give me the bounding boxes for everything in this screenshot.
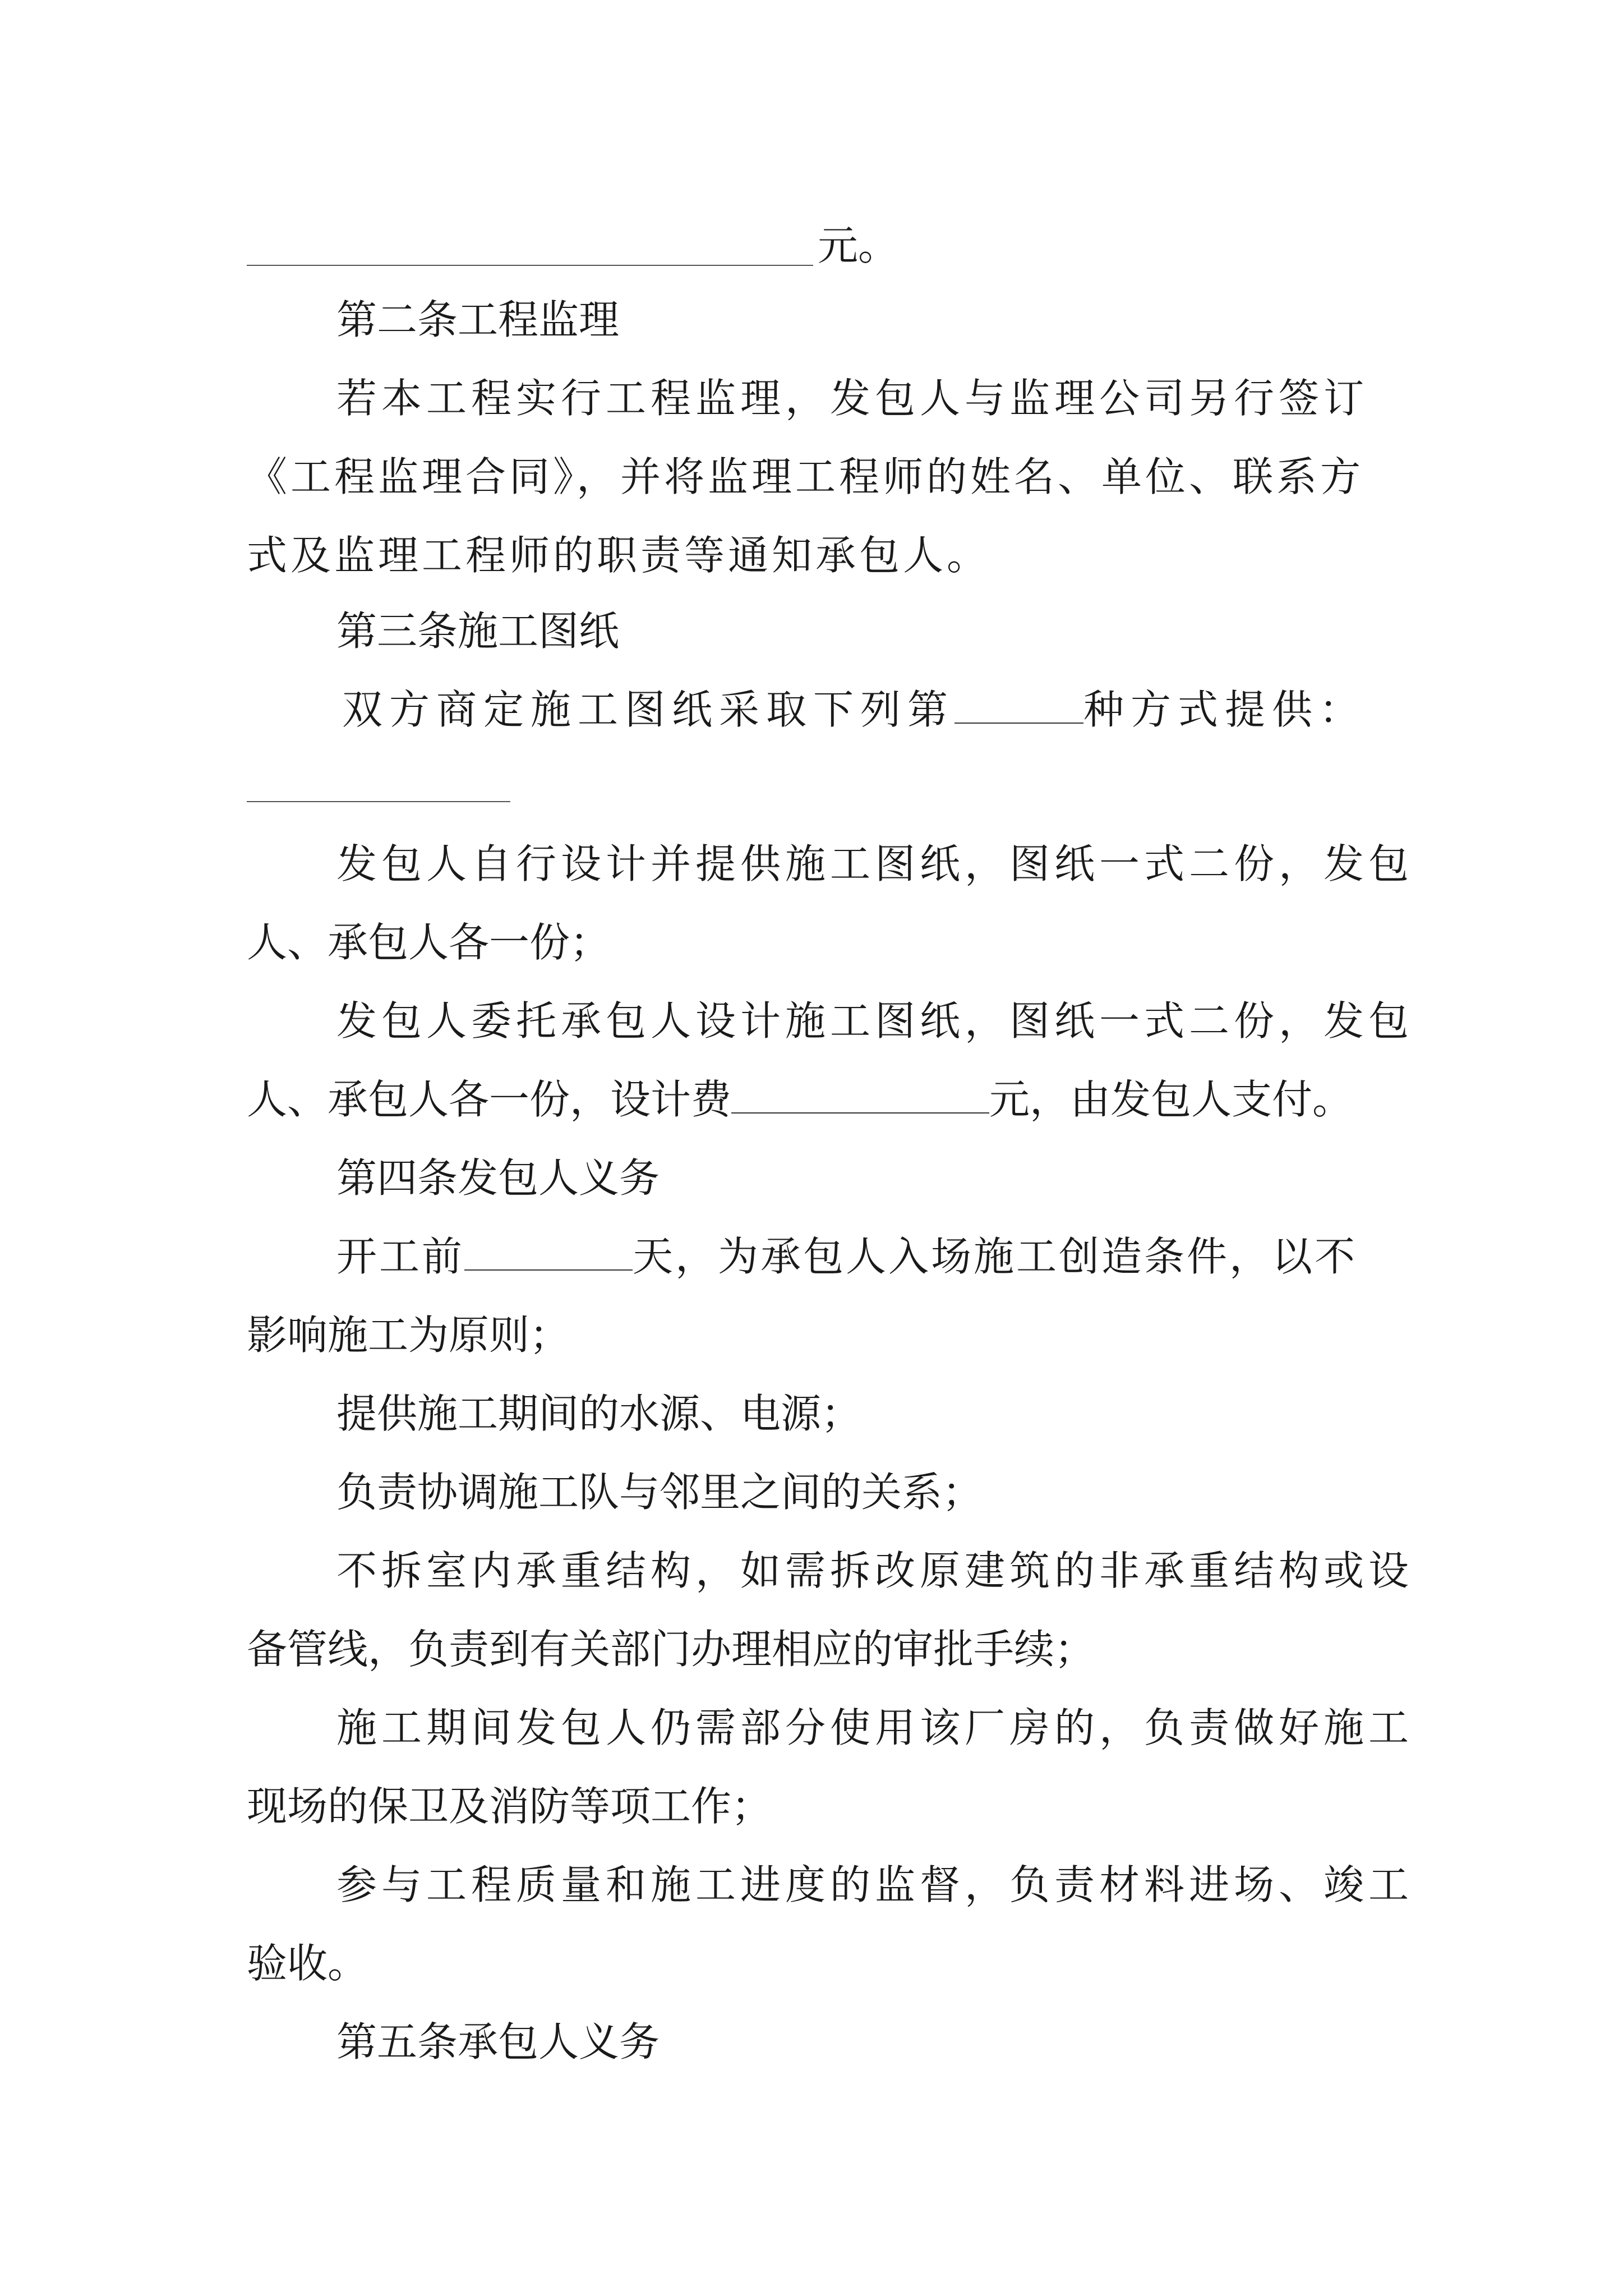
text-line: 若本工程实行工程监理，发包人与监理公司另行签订 [336, 375, 1369, 422]
text-fragment: 开工前 [336, 1233, 465, 1280]
text-fragment: 天，为承包人入场施工创造条件，以不 [633, 1233, 1358, 1280]
text-line: 发包人自行设计并提供施工图纸，图纸一式二份，发包 [336, 840, 1414, 887]
text-line: 式及监理工程师的职责等通知承包人。 [247, 532, 991, 579]
text-line: 提供施工期间的水源、电源； [336, 1390, 862, 1437]
text-line: 发包人委托承包人设计施工图纸，图纸一式二份，发包 [336, 997, 1414, 1045]
text-line: 《工程监理合同》，并将监理工程师的姓名、单位、联系方 [247, 453, 1364, 500]
article-heading: 第五条承包人义务 [336, 2018, 660, 2065]
blank-line [247, 801, 510, 802]
article-heading: 第三条施工图纸 [336, 608, 620, 655]
text-line [247, 1071, 1353, 1128]
article-heading: 第四条发包人义务 [336, 1154, 660, 1202]
text-line: 不拆室内承重结构，如需拆改原建筑的非承重结构或设 [336, 1547, 1414, 1594]
text-fragment: 人、承包人各一份，设计费 [247, 1076, 732, 1123]
blank-amount-line [247, 265, 813, 266]
text-fragment: 种方式提供： [1083, 686, 1367, 733]
article-heading: 第二条工程监理 [336, 296, 620, 343]
text-line: 影响施工为原则； [247, 1312, 570, 1359]
text-fragment: 元，由发包人支付。 [989, 1076, 1353, 1123]
blank-design-fee [731, 1076, 989, 1114]
text-line: 人、承包人各一份； [247, 919, 611, 966]
text-line: 验收。 [247, 1940, 368, 1987]
text-line: 参与工程质量和施工进度的监督，负责材料进场、竣工 [336, 1861, 1414, 1908]
text-line: 备管线，负责到有关部门办理相应的审批手续； [247, 1626, 1095, 1673]
text-line: 现场的保卫及消防等项工作； [247, 1783, 772, 1830]
blank-days [464, 1234, 633, 1271]
text-fragment: 双方商定施工图纸采取下列第 [342, 686, 955, 733]
text-line [342, 682, 1366, 738]
text-line: 元。 [818, 222, 899, 269]
text-line: 负责协调施工队与邻里之间的关系； [336, 1469, 983, 1516]
text-line [336, 1228, 1357, 1285]
text-line: 施工期间发包人仍需部分使用该厂房的，负责做好施工 [336, 1704, 1414, 1751]
blank-option-number [955, 687, 1083, 724]
